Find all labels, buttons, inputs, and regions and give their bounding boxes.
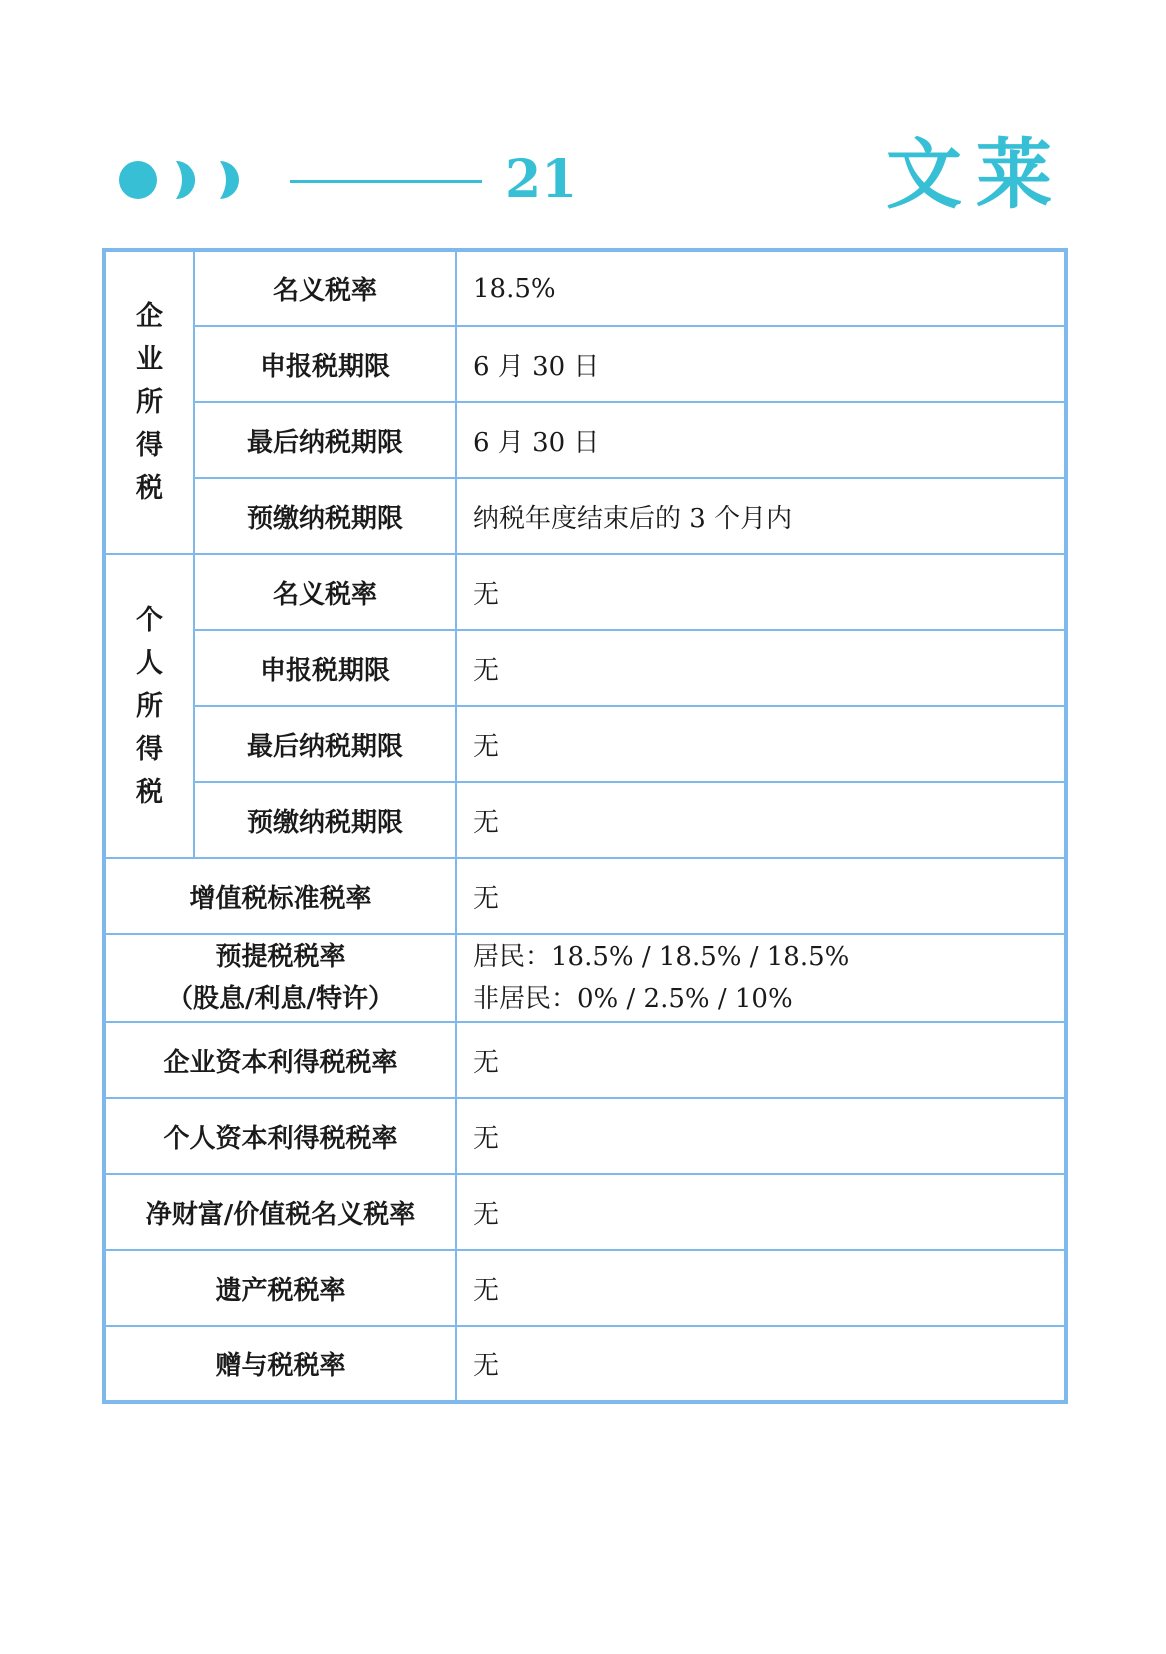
row-value: 无 [456,630,1066,706]
row-label: 个人资本利得税税率 [104,1098,456,1174]
row-label: 预缴纳税期限 [194,782,456,858]
row-label: 增值税标准税率 [104,858,456,934]
circle-icon [118,160,158,200]
table-row [104,1326,1066,1402]
table-row [104,250,1066,326]
row-label: 名义税率 [194,554,456,630]
row-label: 赠与税税率 [104,1326,456,1402]
row-label: 净财富/价值税名义税率 [104,1174,456,1250]
table-row [104,1098,1066,1174]
page-header [0,0,1166,230]
table-row [104,554,1066,630]
row-value: 无 [456,1250,1066,1326]
row-value: 无 [456,706,1066,782]
row-label: 遗产税税率 [104,1250,456,1326]
withholding-value [456,934,1066,1022]
table-row [104,706,1066,782]
row-value: 6 月 30 日 [456,326,1066,402]
row-value: 无 [456,1022,1066,1098]
half-moon-icon [170,160,210,200]
table-row [104,478,1066,554]
table-row [104,934,1066,1022]
table-row [104,630,1066,706]
withholding-label [104,934,456,1022]
row-value-line: 非居民：0% / 2.5% / 10% [473,984,793,1014]
row-label: 最后纳税期限 [194,402,456,478]
table-row [104,1250,1066,1326]
row-value: 无 [456,1326,1066,1402]
row-label: 最后纳税期限 [194,706,456,782]
table-row [104,1022,1066,1098]
corporate-income-tax-group [104,250,194,554]
row-value: 18.5% [456,250,1066,326]
row-value: 无 [456,858,1066,934]
country-title: 文莱 [886,130,1066,219]
row-label: 预缴纳税期限 [194,478,456,554]
table-row [104,1174,1066,1250]
table-row [104,326,1066,402]
row-label-line: 预提税税率 [215,942,346,972]
row-value: 无 [456,554,1066,630]
header-divider-line [290,180,482,183]
individual-income-tax-group [104,554,194,858]
tax-table [102,248,1068,1404]
table-row [104,858,1066,934]
row-label: 名义税率 [194,250,456,326]
row-label: 企业资本利得税税率 [104,1022,456,1098]
row-value: 6 月 30 日 [456,402,1066,478]
row-label-line: （股息/利息/特许） [167,984,394,1014]
row-value-line: 居民：18.5% / 18.5% / 18.5% [473,942,850,972]
page-number: 21 [505,149,578,210]
row-label: 申报税期限 [194,326,456,402]
row-value: 无 [456,1098,1066,1174]
row-value: 无 [456,782,1066,858]
group-label: 个人所得税 [136,604,163,808]
row-value: 无 [456,1174,1066,1250]
half-moon-icon [214,160,254,200]
table-row [104,782,1066,858]
row-value: 纳税年度结束后的 3 个月内 [456,478,1066,554]
row-label: 申报税期限 [194,630,456,706]
table-row [104,402,1066,478]
group-label: 企业所得税 [136,301,163,504]
